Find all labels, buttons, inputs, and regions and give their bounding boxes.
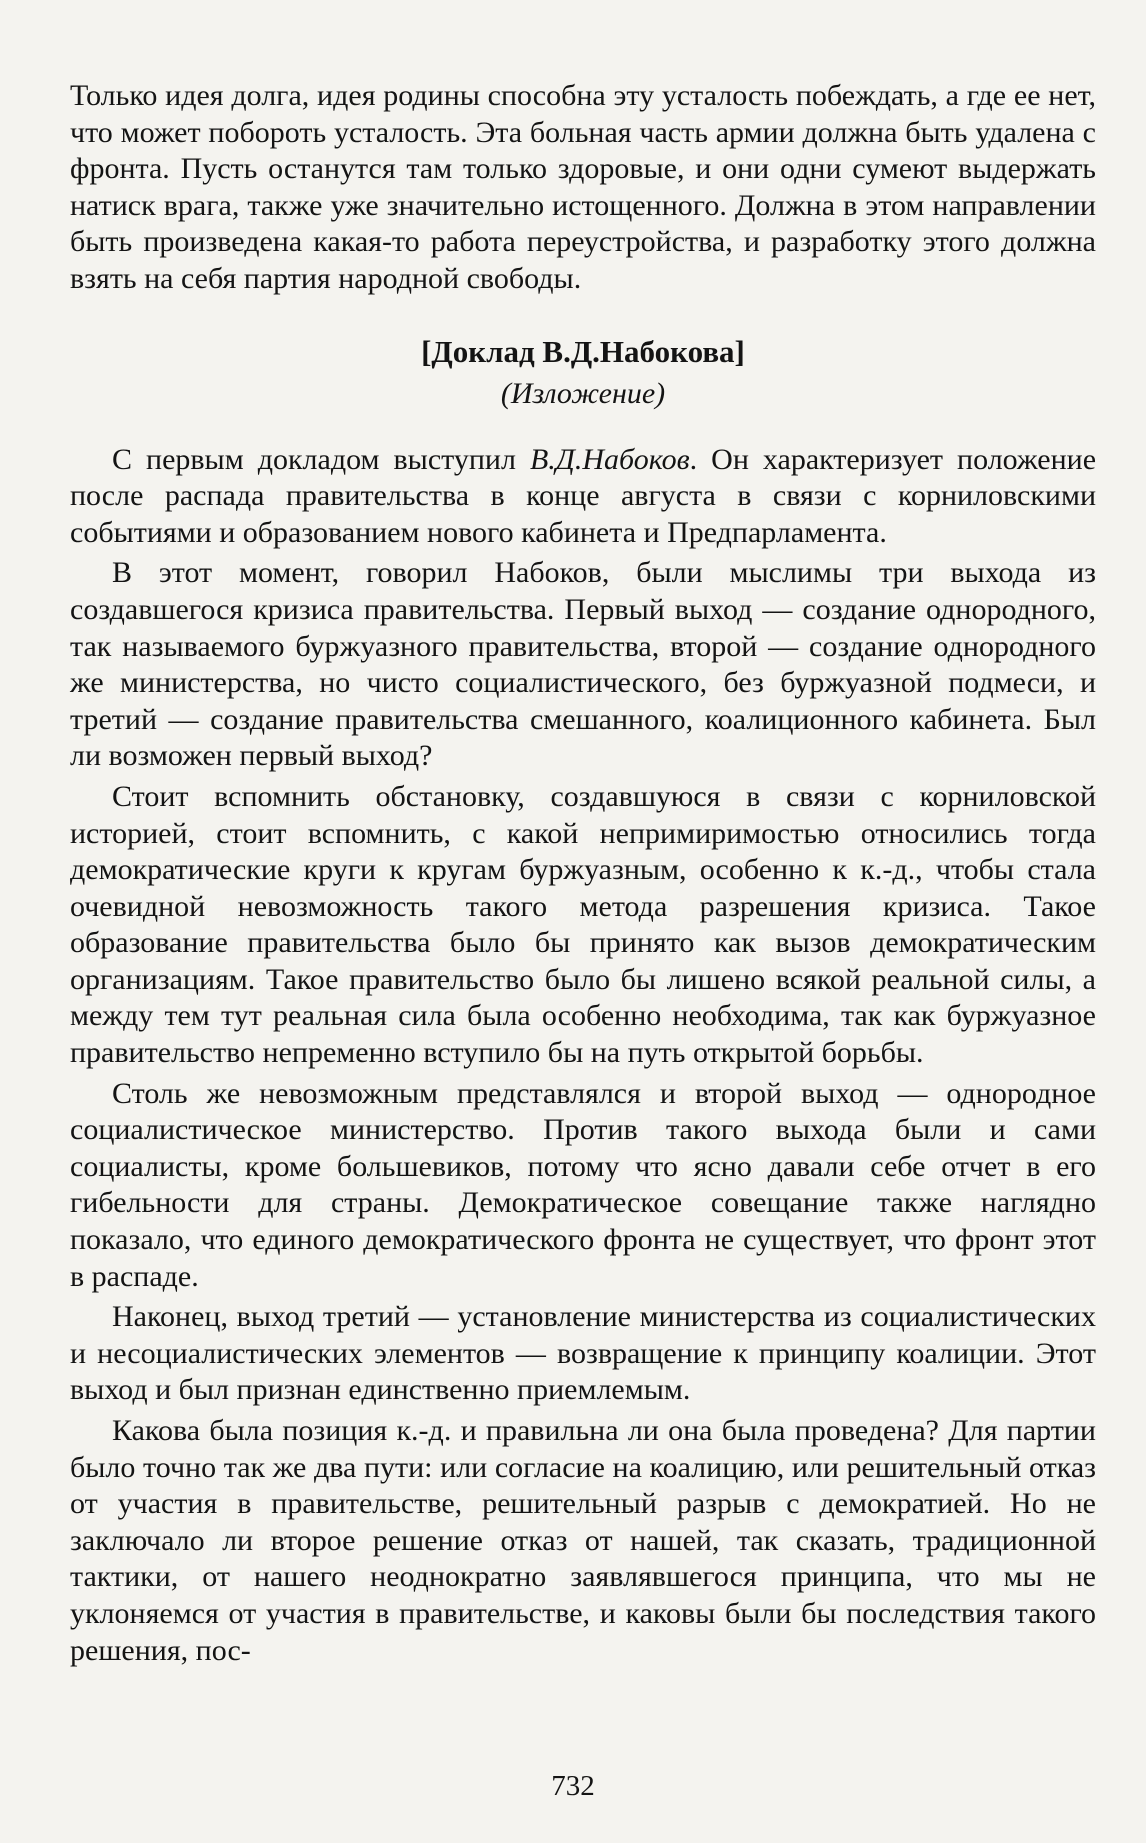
paragraph-three-outcomes: В этот момент, говорил Набоков, были мыслимы три выхода из создавшегося кризиса правительства. Первый выход — создание однородного, так называемого буржуазного правительства, второй — создание однородного же министерства, но чисто социалистического, без буржуазной подмеси, и третий — создание правительства смешанного, коалиционного кабинета. Был ли возможен первый выход?: [70, 556, 1096, 773]
paragraph-text: С первым докладом выступил: [112, 442, 530, 476]
paragraph-report-opening: [70, 442, 1096, 552]
paragraph-text: . Он характеризует положение после распада правительства в конце августа в связи с корниловскими событиями и образованием нового кабинета и Предпарламента.: [70, 442, 1097, 549]
section-heading: [Доклад В.Д.Набокова]: [421, 333, 745, 369]
paragraph-party-position: Какова была позиция к.-д. и правильна ли она была проведена? Для партии было точно так же два пути: или согласие на коалицию, или решительный отказ от участия в правительстве, решительный разрыв с демократией. Но не заключало ли второе решение отказ от нашей, так сказать, традиционной тактики, от нашего неоднократно заявлявшегося принципа, что мы не уклоняемся от участия в правительстве, и каковы были бы последствия такого решения, пос-: [70, 1414, 1096, 1667]
paragraph-first-outcome: Стоит вспомнить обстановку, создавшуюся в связи с корниловской историей, стоит вспомнить, с какой непримиримостью относились тогда демократические круги к кругам буржуазным, особенно к к.-д., чтобы стала очевидной невозможность такого метода разрешения кризиса. Такое образование правительства было бы принято как вызов демократическим организациям. Такое правительство было бы лишено всякой реальной силы, а между тем тут реальная сила была особенно необходима, так как буржуазное правительство непременно вступило бы на путь открытой борьбы.: [70, 779, 1096, 1070]
paragraph-second-outcome: Столь же невозможным представлялся и второй выход — однородное социалистическое министерство. Против такого выхода были и сами социалисты, кроме большевиков, потому что ясно давали себе отчет в его гибельности для страны. Демократическое совещание также наглядно показало, что единого демократического фронта не существует, что фронт этот в распаде.: [70, 1076, 1096, 1293]
page-number: 732: [551, 1770, 595, 1802]
document-page: [70, 78, 1096, 1673]
paragraph-third-outcome: Наконец, выход третий — установление министерства из социалистических и несоциалистических элементов — возвращение к принципу коалиции. Этот выход и был признан единственно приемлемым.: [70, 1300, 1096, 1407]
speaker-name: В.Д.Набоков: [529, 442, 690, 476]
paragraph-intro: Только идея долга, идея родины способна эту усталость побеждать, а где ее нет, что может побороть усталость. Эта больная часть армии должна быть удалена с фронта. Пусть останутся там только здоровые, и они одни сумеют выдержать натиск врага, также уже значительно истощенного. Должна в этом направлении быть произведена какая-то работа переустройства, и разработку этого должна взять на себя партия народной свободы.: [70, 79, 1096, 295]
section-subheading: (Изложение): [500, 376, 666, 410]
